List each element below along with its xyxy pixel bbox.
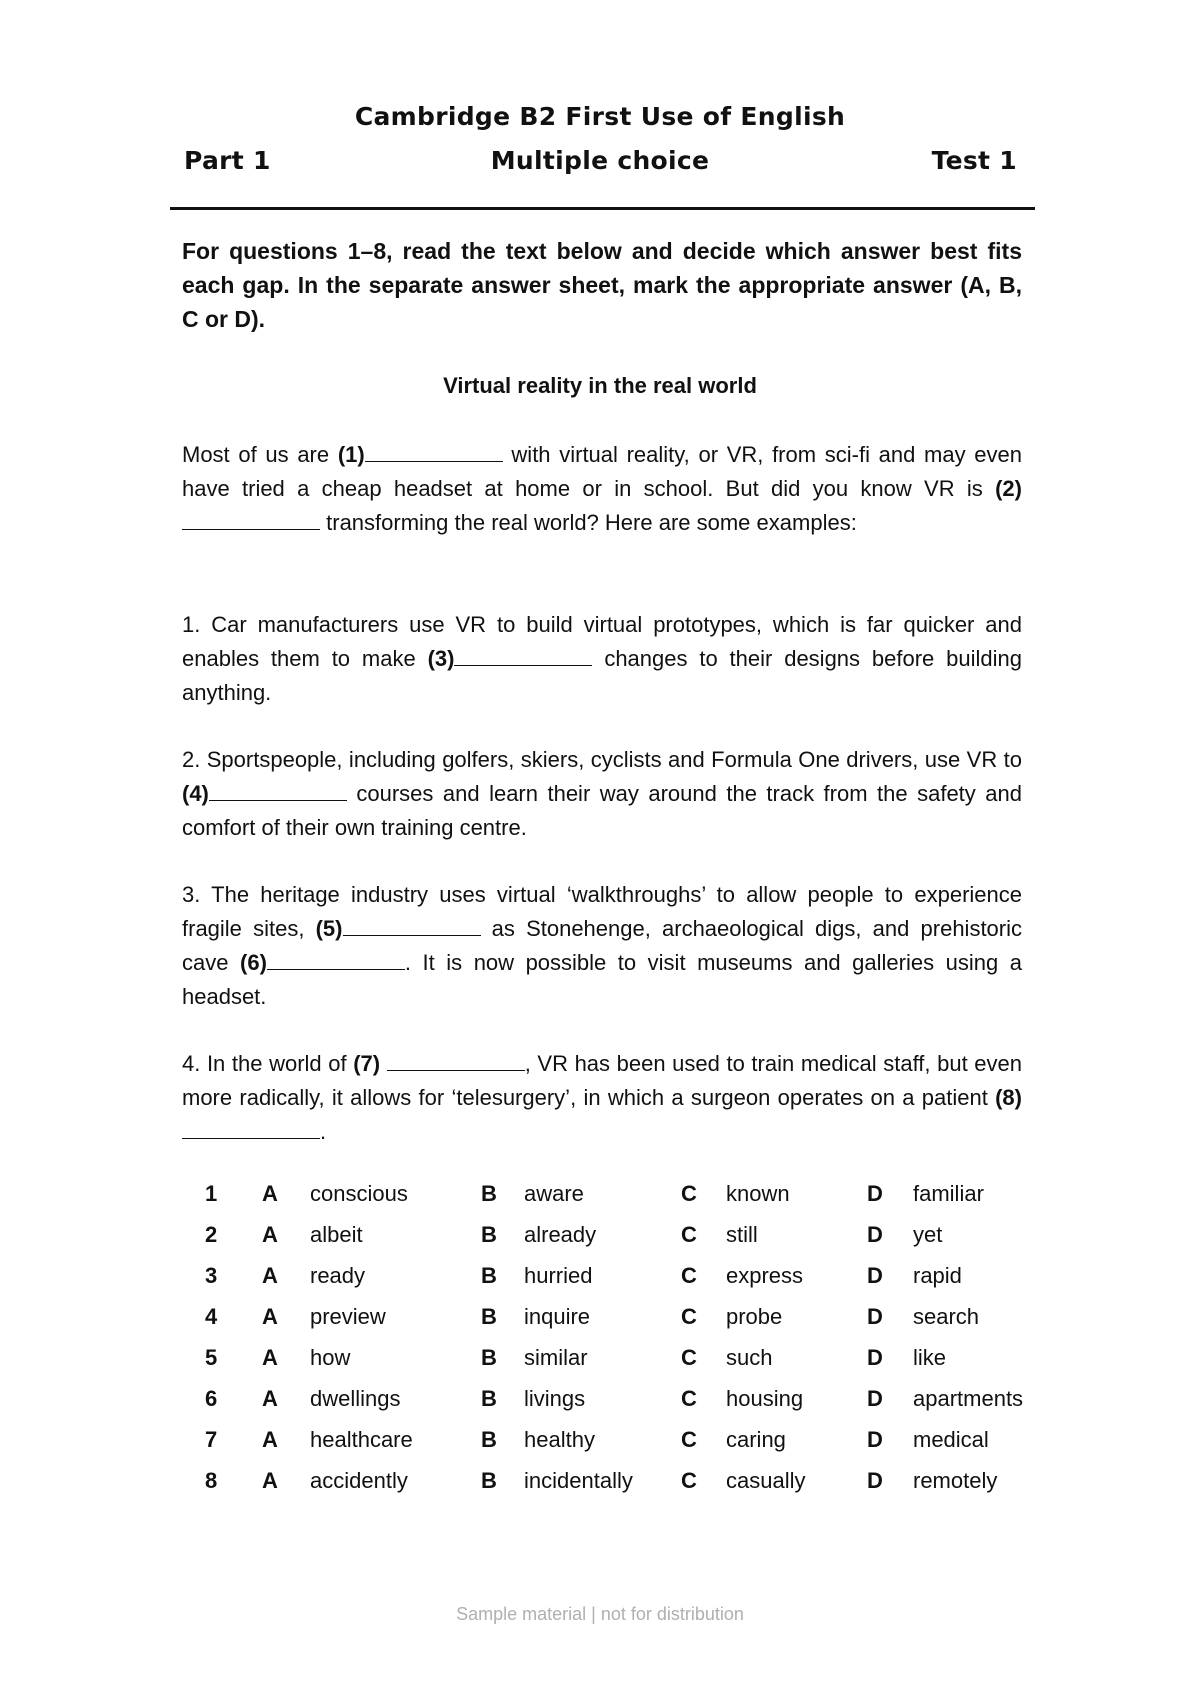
option-letter-c: C [681,1304,697,1329]
instructions: For questions 1–8, read the text below and decide which answer best fits each gap. In the separate answer sheet, mark the appropriate answer (A, B, C or D). [182,238,1022,332]
text-run: with virtual reality, or VR, from sci-fi and may even have tried a cheap headset at home or in school. But did you know VR is [182,442,1023,501]
option-letter-c: C [681,1386,697,1411]
option-b: similar [524,1345,588,1370]
option-d: remotely [913,1468,998,1493]
text-run: courses and learn their way around the track from the safety and comfort of their own training centre. [182,781,1022,840]
paragraph-example-2 [182,743,1022,845]
option-c: such [726,1345,773,1370]
option-c: express [726,1263,804,1288]
option-letter-c: C [681,1427,697,1452]
option-letter-a: A [262,1386,278,1411]
document-title: Cambridge B2 First Use of English [354,102,846,131]
option-c: known [726,1181,790,1206]
option-a: how [310,1345,351,1370]
answer-gap-8 [182,1120,320,1139]
option-letter-c: C [681,1181,697,1206]
option-row-6 [0,1386,1200,1426]
option-a: preview [310,1304,386,1329]
option-letter-b: B [481,1468,497,1493]
option-d: apartments [913,1386,1024,1411]
option-c: still [726,1222,758,1247]
option-letter-a: A [262,1304,278,1329]
text-run: Most of us are [182,442,330,467]
option-letter-d: D [867,1304,883,1329]
question-number: 5 [205,1345,218,1370]
paragraph-example-1 [182,608,1022,710]
answer-gap-6 [267,951,405,970]
option-letter-b: B [481,1181,497,1206]
text-title: Virtual reality in the real world [443,373,757,398]
option-b: inquire [524,1304,591,1329]
option-letter-d: D [867,1386,883,1411]
option-c: probe [726,1304,783,1329]
option-letter-c: C [681,1222,697,1247]
part-label: Part 1 [184,146,271,175]
paragraph-intro [182,438,1022,540]
option-a: conscious [310,1181,408,1206]
option-a: dwellings [310,1386,401,1411]
gap-number: (2) [995,476,1022,501]
text-run: 2. Sportspeople, including golfers, skiers, cyclists and Formula One drivers, use VR to [182,747,1022,772]
gap-number: (4) [182,781,209,806]
option-d: search [913,1304,980,1329]
text-run: changes to their designs before building anything. [182,646,1022,705]
option-letter-b: B [481,1386,497,1411]
header-divider [170,207,1035,210]
option-letter-d: D [867,1468,883,1493]
option-b: already [524,1222,597,1247]
section-label: Multiple choice [490,146,710,175]
text-run: , VR has been used to train medical staff, but even more radically, it allows for ‘telesurgery’, in which a surgeon operates on a patient [182,1051,1022,1110]
gap-number: (5) [315,916,343,941]
option-row-1 [0,1181,1200,1221]
gap-number: (7) [353,1051,381,1076]
option-row-5 [0,1345,1200,1385]
option-b: livings [524,1386,586,1411]
answer-gap-3 [454,647,592,666]
text-run: . It is now possible to visit museums and galleries using a headset. [182,950,1022,1009]
option-row-7 [0,1427,1200,1467]
option-letter-a: A [262,1345,278,1370]
gap-number: (8) [995,1085,1022,1110]
question-number: 2 [205,1222,218,1247]
question-number: 7 [205,1427,218,1452]
option-b: aware [524,1181,584,1206]
option-letter-b: B [481,1263,497,1288]
option-d: rapid [913,1263,962,1288]
gap-number: (3) [427,646,455,671]
text-run: 3. The heritage industry uses virtual ‘walkthroughs’ to allow people to experience fragile sites, [182,882,1022,941]
option-c: casually [726,1468,806,1493]
option-c: caring [726,1427,786,1452]
gap-number: (1) [337,442,365,467]
answer-gap-1 [365,443,503,462]
option-d: medical [913,1427,989,1452]
option-letter-c: C [681,1263,697,1288]
option-letter-d: D [867,1222,883,1247]
option-d: familiar [913,1181,984,1206]
answer-gap-7 [387,1052,525,1071]
answer-gap-4 [209,782,347,801]
question-number: 4 [205,1304,218,1329]
gap-number: (6) [240,950,267,975]
paragraph-example-4 [182,1047,1022,1149]
option-b: hurried [524,1263,593,1288]
option-row-2 [0,1222,1200,1262]
text-run: as Stonehenge, archaeological digs, and prehistoric cave [182,916,1023,975]
question-number: 3 [205,1263,218,1288]
question-number: 6 [205,1386,218,1411]
option-letter-a: A [262,1181,278,1206]
option-letter-a: A [262,1468,278,1493]
footer-note: Sample material | not for distribution [456,1604,744,1624]
option-letter-b: B [481,1345,497,1370]
paragraph-example-3 [182,878,1022,1014]
question-number: 1 [205,1181,218,1206]
option-letter-c: C [681,1345,697,1370]
option-letter-d: D [867,1181,883,1206]
option-row-8 [0,1468,1200,1508]
option-letter-a: A [262,1222,278,1247]
option-b: healthy [524,1427,595,1452]
option-letter-b: B [481,1222,497,1247]
text-run: 4. In the world of [182,1051,347,1076]
option-letter-c: C [681,1468,697,1493]
text-run: . [320,1119,327,1144]
question-number: 8 [205,1468,218,1493]
option-letter-d: D [867,1263,883,1288]
option-d: yet [913,1222,943,1247]
test-label: Test 1 [931,146,1017,175]
option-d: like [913,1345,947,1370]
option-letter-b: B [481,1304,497,1329]
option-letter-d: D [867,1427,883,1452]
option-letter-a: A [262,1263,278,1288]
option-letter-b: B [481,1427,497,1452]
option-letter-d: D [867,1345,883,1370]
option-c: housing [726,1386,804,1411]
option-a: albeit [310,1222,363,1247]
option-letter-a: A [262,1427,278,1452]
answer-gap-2 [182,511,320,530]
text-run: 1. Car manufacturers use VR to build virtual prototypes, which is far quicker and enables them to make [182,612,1022,671]
option-a: ready [310,1263,366,1288]
option-a: accidently [310,1468,408,1493]
option-row-4 [0,1304,1200,1344]
answer-gap-5 [343,917,481,936]
option-a: healthcare [310,1427,413,1452]
option-b: incidentally [524,1468,633,1493]
option-row-3 [0,1263,1200,1303]
text-run: transforming the real world? Here are some examples: [326,510,857,535]
